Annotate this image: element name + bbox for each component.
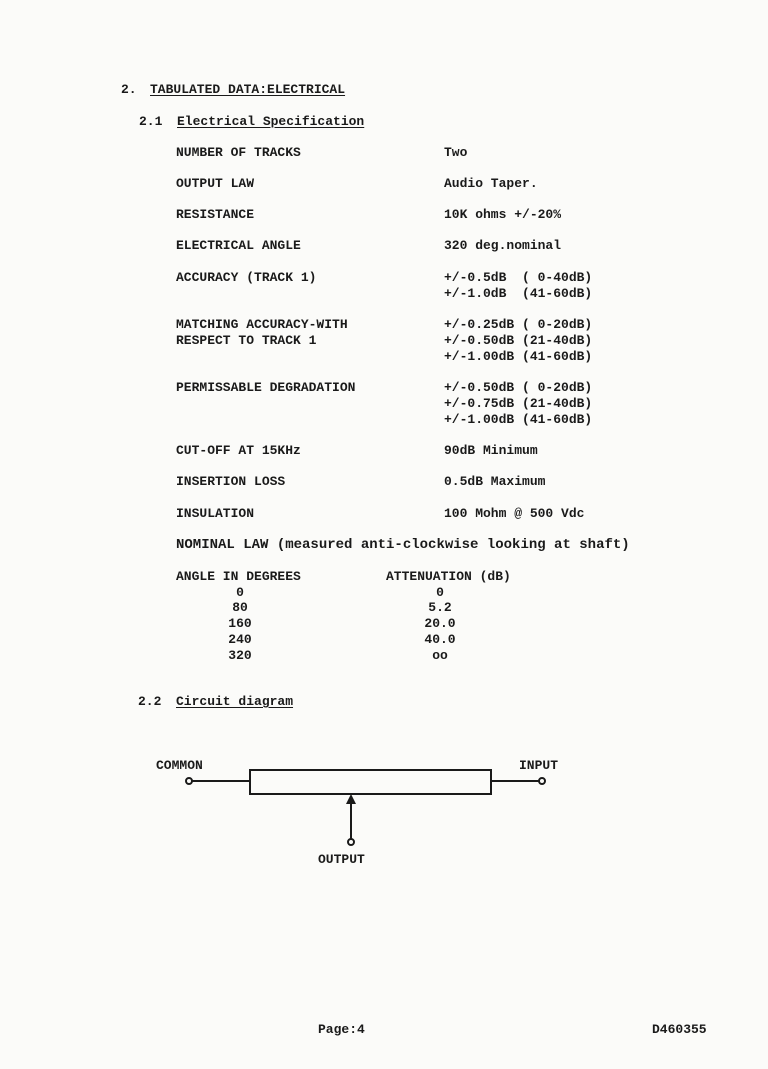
law-table-angle-cell: 320 <box>228 648 252 663</box>
spec-value-resistance: 10K ohms +/-20% <box>444 207 562 222</box>
nominal-law-heading: NOMINAL LAW (measured anti-clockwise looking at shaft) <box>176 537 630 553</box>
spec-label-resistance: RESISTANCE <box>176 207 255 222</box>
law-table-attenuation-cell: 0 <box>436 585 444 600</box>
spec-label-degradation: PERMISSABLE DEGRADATION <box>176 380 356 395</box>
spec-label-insertion-loss: INSERTION LOSS <box>176 474 286 489</box>
spec-value-output-law: Audio Taper. <box>444 176 538 191</box>
law-table-attenuation-cell: 40.0 <box>424 632 456 647</box>
law-table-angle-cell: 0 <box>236 585 244 600</box>
spec-value-insertion-loss: 0.5dB Maximum <box>444 474 546 489</box>
law-table-header-attenuation: ATTENUATION (dB) <box>386 569 511 584</box>
section-title: TABULATED DATA:ELECTRICAL <box>150 82 346 97</box>
spec-label-electrical-angle: ELECTRICAL ANGLE <box>176 238 301 253</box>
subsection-title: Electrical Specification <box>177 114 365 129</box>
law-table-angle-cell: 80 <box>232 600 248 615</box>
document-id: D460355 <box>652 1022 707 1037</box>
law-table-attenuation-cell: oo <box>432 648 448 663</box>
output-terminal <box>348 839 354 845</box>
section-number: 2. <box>121 82 137 97</box>
subsection-title: Circuit diagram <box>176 694 294 709</box>
subsection-number: 2.2 <box>138 694 162 709</box>
spec-value-insulation: 100 Mohm @ 500 Vdc <box>444 506 585 521</box>
spec-value-degradation: +/-0.50dB ( 0-20dB) +/-0.75dB (21-40dB) +/-1.00dB (41-60dB) <box>444 380 593 427</box>
common-terminal <box>186 778 192 784</box>
law-table-angle-cell: 240 <box>228 632 252 647</box>
spec-value-matching-accuracy: +/-0.25dB ( 0-20dB) +/-0.50dB (21-40dB) +/-1.00dB (41-60dB) <box>444 317 593 364</box>
output-label: OUTPUT <box>318 852 365 867</box>
spec-value-electrical-angle: 320 deg.nominal <box>444 238 562 253</box>
law-table-attenuation-cell: 5.2 <box>428 600 452 615</box>
spec-value-tracks: Two <box>444 145 468 160</box>
common-label: COMMON <box>156 758 203 773</box>
wiper-arrow-icon <box>346 794 356 804</box>
spec-label-accuracy: ACCURACY (TRACK 1) <box>176 270 317 285</box>
law-table-attenuation-cell: 20.0 <box>424 616 456 631</box>
spec-label-insulation: INSULATION <box>176 506 255 521</box>
page-number: Page:4 <box>318 1022 365 1037</box>
law-table-header-angle: ANGLE IN DEGREES <box>176 569 301 584</box>
spec-value-cutoff: 90dB Minimum <box>444 443 538 458</box>
input-terminal <box>539 778 545 784</box>
subsection-number: 2.1 <box>139 114 163 129</box>
resistor-body <box>250 770 491 794</box>
spec-label-tracks: NUMBER OF TRACKS <box>176 145 301 160</box>
law-table-angle-cell: 160 <box>228 616 252 631</box>
spec-label-cutoff: CUT-OFF AT 15KHz <box>176 443 301 458</box>
spec-value-accuracy: +/-0.5dB ( 0-40dB) +/-1.0dB (41-60dB) <box>444 270 593 301</box>
input-label: INPUT <box>519 758 559 773</box>
potentiometer-circuit-diagram <box>150 750 570 860</box>
spec-label-matching-accuracy: MATCHING ACCURACY-WITH RESPECT TO TRACK 1 <box>176 317 348 348</box>
spec-label-output-law: OUTPUT LAW <box>176 176 255 191</box>
